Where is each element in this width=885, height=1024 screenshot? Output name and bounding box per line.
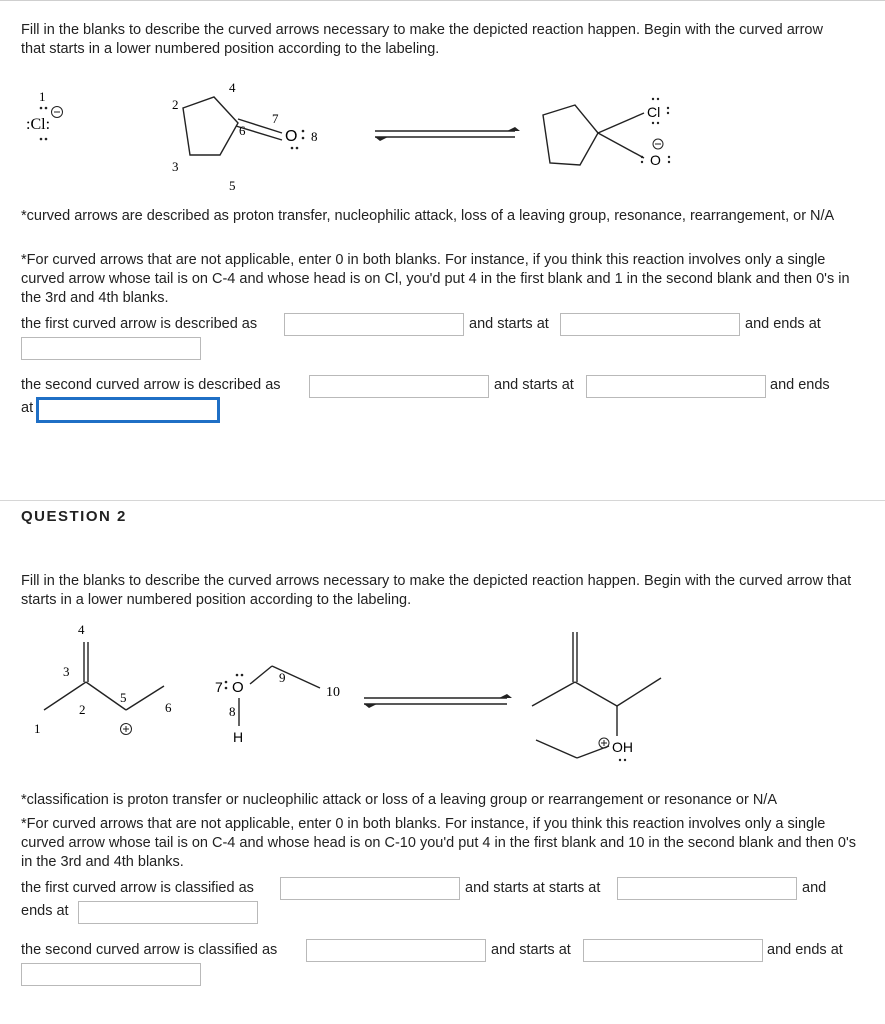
q1-first-arrow-label: the first curved arrow is described as [21,316,258,332]
q1-second-arrow-end-input[interactable] [36,397,220,423]
q1-label-4: 4 [229,80,236,95]
q2-instructions: Fill in the blanks to describe the curved arrows necessary to make the depicted reaction happen. Begin with the curved arrow that starts in a lower numbered position according to the labeling. [21,573,852,608]
q2-product-oh: OH [612,739,633,755]
q2-oxygen: O [232,679,244,696]
q1-label-2: 2 [172,97,179,112]
q1-chloride: :Cl: [26,116,51,133]
q2-first-arrow-classification-input[interactable] [280,877,460,900]
q2-label-4: 4 [78,622,85,637]
q1-instructions: Fill in the blanks to describe the curved arrows necessary to make the depicted reaction happen. Begin with the curved arrow that starts in a lower numbered position according to the labeling. [21,22,823,57]
question-divider [0,500,885,501]
q2-second-ends-label: and ends at [767,942,843,958]
q1-label-3: 3 [172,159,179,174]
q1-second-ends-at-label: at [21,400,34,416]
q1-label-7: 7 [272,111,279,126]
q2-label-5: 5 [120,690,127,705]
q2-reaction-diagram [20,618,700,778]
q2-heading: QUESTION 2 [21,508,127,525]
q1-second-arrow-description-input[interactable] [309,375,489,398]
q2-label-3: 3 [63,664,70,679]
equilibrium-arrow-icon [375,127,520,141]
q2-note-not-applicable: *For curved arrows that are not applicable, enter 0 in both blanks. For instance, if you think this reaction involves only a single curved arrow whose tail is on C-4 and whose head is on C-10 you'd put 4 in the first blank and 10 in the second blank and then 0's in the 3rd and 4th blanks. [21,816,856,870]
q1-oxygen: O [285,128,298,145]
q1-note-arrow-types: *curved arrows are described as proton transfer, nucleophilic attack, loss of a leaving group, resonance, rearrangement, or N/A [21,208,835,224]
q1-first-starts-label: and starts at [469,316,549,332]
positive-charge-icon [121,724,132,735]
q2-first-arrow-start-input[interactable] [617,877,797,900]
q1-label-6: 6 [239,123,246,138]
q2-label-9: 9 [279,670,286,685]
q1-first-arrow-end-input[interactable] [21,337,201,360]
q2-second-starts-label: and starts at [491,942,571,958]
q2-label-6: 6 [165,700,172,715]
negative-charge-icon [52,107,63,118]
q1-chloride-lone-pair [40,107,43,110]
positive-charge-icon [599,738,609,748]
q1-second-arrow-label: the second curved arrow is described as [21,377,281,393]
q1-second-arrow-start-input[interactable] [586,375,766,398]
q1-cyclopentane-ring [183,97,238,155]
q2-second-arrow-end-input[interactable] [21,963,201,986]
q2-label-2: 2 [79,702,86,717]
q2-label-1: 1 [34,721,41,736]
equilibrium-arrow-icon [364,694,512,708]
q1-label-5: 5 [229,178,236,193]
q1-second-starts-label: and starts at [494,377,574,393]
q2-second-arrow-classification-input[interactable] [306,939,486,962]
q2-label-10: 10 [326,685,340,700]
q2-label-8: 8 [229,704,236,719]
q2-second-arrow-label: the second curved arrow is classified as [21,942,278,958]
q1-first-arrow-start-input[interactable] [560,313,740,336]
q1-first-ends-label: and ends at [745,316,821,332]
q1-product-o: O [650,152,661,168]
q1-product-ring [543,105,598,165]
q2-hydrogen: H [233,729,244,745]
q2-second-arrow-start-input[interactable] [583,939,763,962]
q1-label-8: 8 [311,129,318,144]
negative-charge-icon [653,139,663,149]
q2-label-7: 7 [215,679,223,695]
q2-first-ends-label: ends at [21,903,69,919]
q2-first-and-label: and [802,880,827,896]
q1-label-1: 1 [39,89,46,104]
q2-first-starts-label: and starts at starts at [465,880,601,896]
q2-first-arrow-label: the first curved arrow is classified as [21,880,254,896]
top-border [0,0,885,1]
q2-first-arrow-end-input[interactable] [78,901,258,924]
q1-note-not-applicable: *For curved arrows that are not applicable, enter 0 in both blanks. For instance, if you think this reaction involves only a single curved arrow whose tail is on C-4 and whose head is on Cl, you'd put 4 in the first blank and 1 in the second blank and then 0's in the 3rd and 4th blanks. [21,252,850,306]
q1-product-cl: Cl [647,104,661,120]
q1-second-ends-label: and ends [770,377,830,393]
q1-first-arrow-description-input[interactable] [284,313,464,336]
q1-reaction-diagram [20,75,700,200]
q2-note-classification: *classification is proton transfer or nucleophilic attack or loss of a leaving group or rearrangement or resonance or N/A [21,792,777,808]
